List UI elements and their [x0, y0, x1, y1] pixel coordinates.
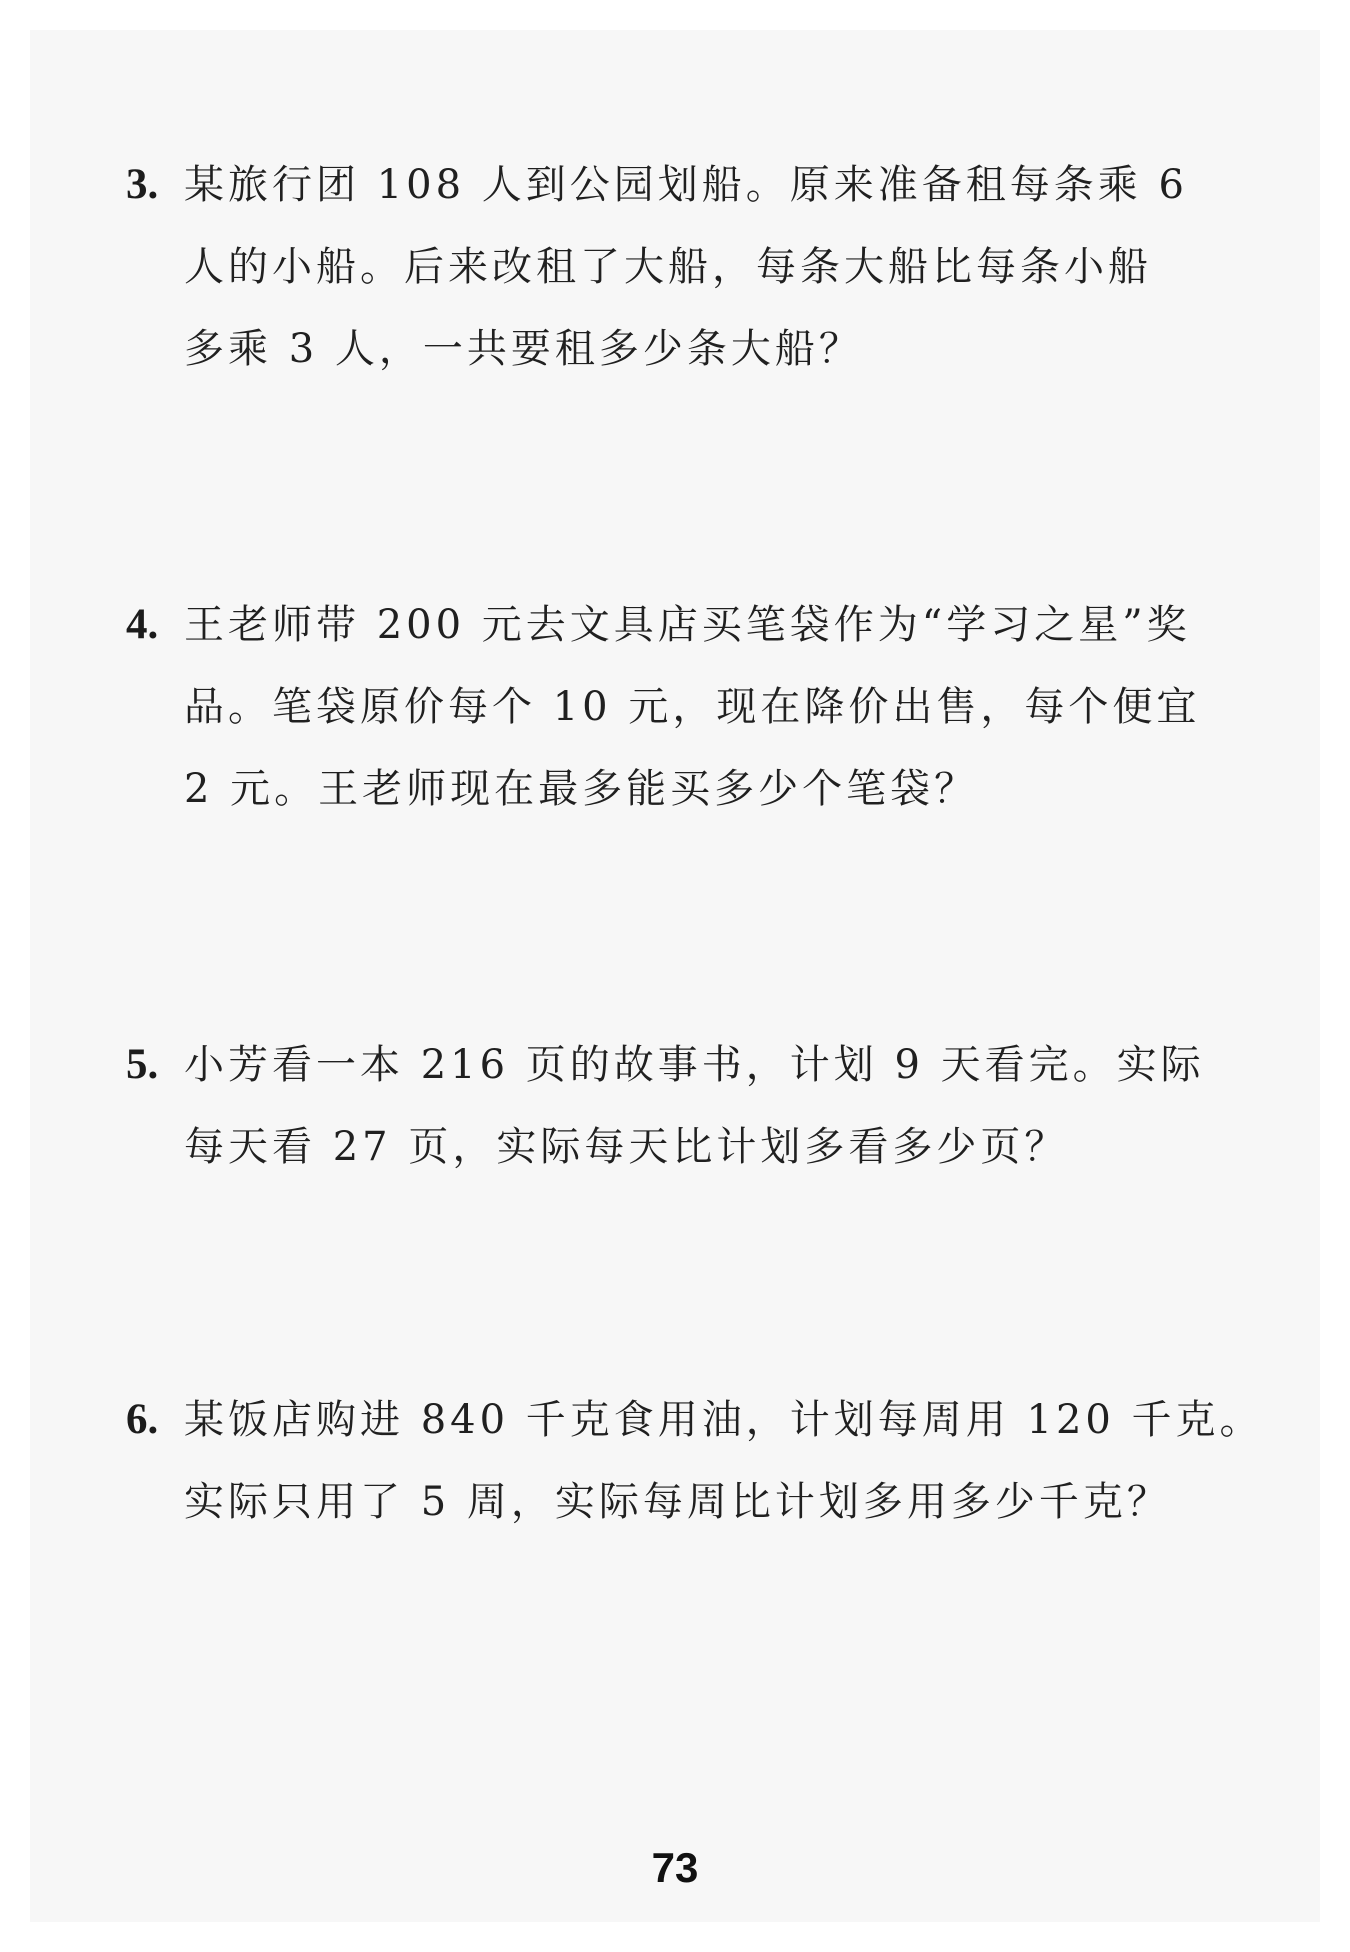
problem-number: 4.: [126, 601, 159, 648]
problem-text-line: 2 元。王老师现在最多能买多少个笔袋？: [184, 766, 979, 812]
problem-text-line: 小芳看一本 216 页的故事书，计划 9 天看完。实际: [184, 1042, 1205, 1088]
problem-text-line: 实际只用了 5 周，实际每周比计划多用多少千克？: [184, 1479, 1171, 1525]
problem-text-line: 某旅行团 108 人到公园划船。原来准备租每条乘 6: [184, 162, 1188, 208]
problem-number: 6.: [126, 1396, 159, 1443]
problem-text-line: 人的小船。后来改租了大船，每条大船比每条小船: [184, 244, 1152, 290]
problem-number: 3.: [126, 161, 159, 208]
problem-text-line: 每天看 27 页，实际每天比计划多看多少页？: [184, 1124, 1069, 1170]
problem-text-line: 王老师带 200 元去文具店买笔袋作为“学习之星”奖: [184, 602, 1191, 648]
problem-text-line: 多乘 3 人，一共要租多少条大船？: [184, 326, 863, 372]
problem-number: 5.: [126, 1041, 159, 1088]
problem-text-line: 某饭店购进 840 千克食用油，计划每周用 120 千克。: [184, 1397, 1264, 1443]
workbook-page: [30, 30, 1320, 1922]
page-number: 73: [651, 1844, 699, 1891]
problem-text-line: 品。笔袋原价每个 10 元，现在降价出售，每个便宜: [184, 684, 1201, 730]
